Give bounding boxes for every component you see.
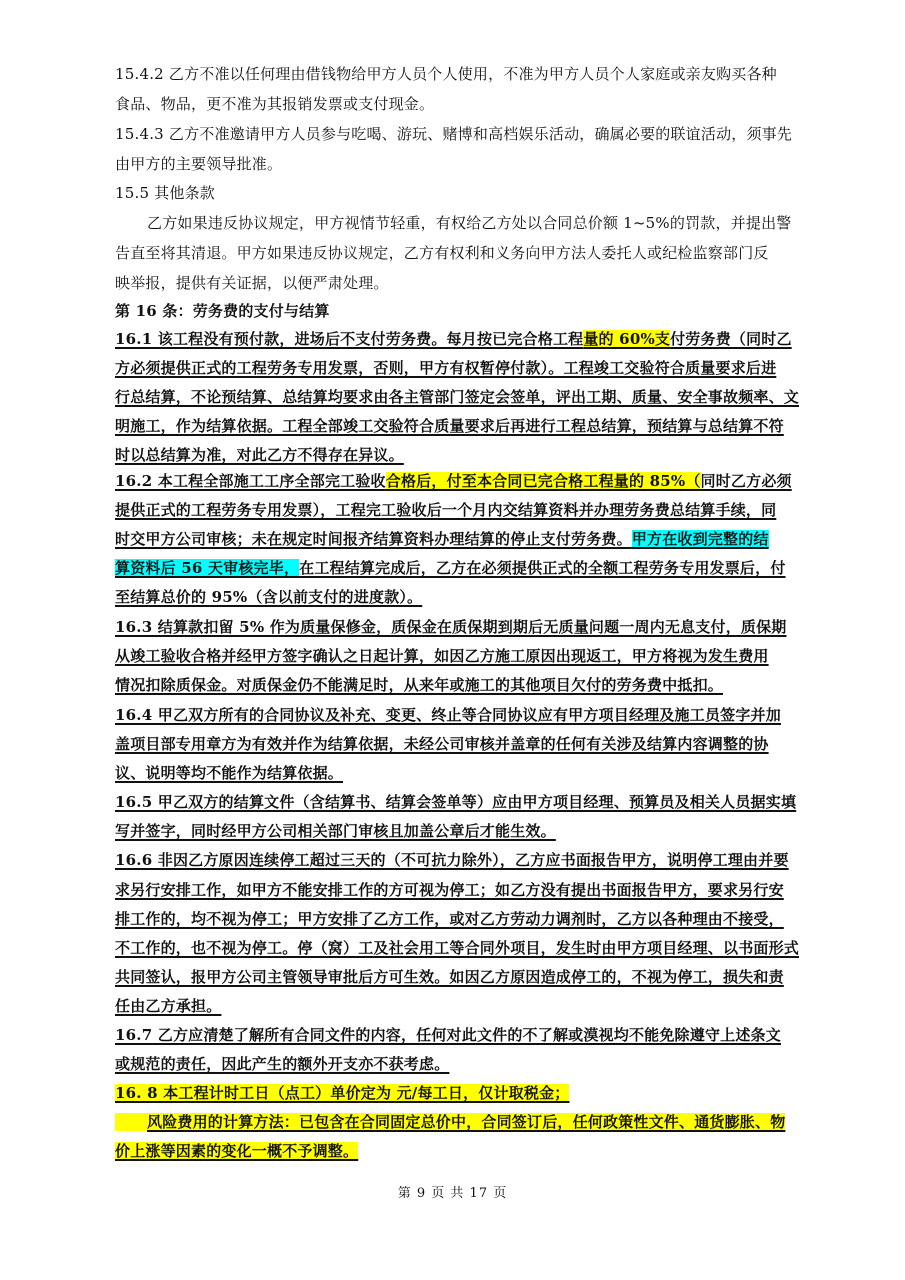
text-run: 同时乙方必须	[700, 472, 792, 490]
clause-15-4-3-line-1: 15.4.3 乙方不准邀请甲方人员参与吃喝、游玩、赌博和高档娱乐活动，确属必要的联谊活动，须事先	[115, 125, 793, 143]
clause-16-7-line-1: 16.7 乙方应清楚了解所有合同文件的内容，任何对此文件的不了解或漠视均不能免除遵守上述条文	[115, 1026, 781, 1044]
clause-16-5-line-2: 写并签字，同时经甲方公司相关部门审核且加盖公章后才能生效。	[115, 822, 556, 840]
highlight-yellow: 量的 60%支	[583, 330, 671, 348]
clause-16-2-line-1	[115, 466, 805, 496]
clause-16-8-line-3	[115, 1136, 805, 1166]
clause-16-6-line-5: 共同签认，报甲方公司主管领导审批后方可生效。如因乙方原因造成停工的，不视为停工，损失和责	[115, 968, 784, 986]
highlight-yellow: 16. 8 本工程计时工日（点工）单价定为 元/每工日，仅计取税金；	[115, 1084, 570, 1102]
text-run: 在工程结算完成后，乙方在必须提供正式的全额工程劳务专用发票后，付	[299, 559, 786, 577]
clause-16-4-line-3: 议、说明等均不能作为结算依据。	[115, 764, 344, 782]
clause-16-2-line-2: 提供正式的工程劳务专用发票），工程完工验收后一个月内交结算资料并办理劳务费总结算手续，同	[115, 501, 777, 519]
clause-16-4-line-1: 16.4 甲乙双方所有的合同协议及补充、变更、终止等合同协议应有甲方项目经理及施工员签字并加	[115, 706, 781, 724]
clause-16-2-line-3	[115, 524, 805, 554]
clause-16-5-line-1: 16.5 甲乙双方的结算文件（含结算书、结算会签单等）应由甲方项目经理、预算员及相关人员据实填	[115, 793, 797, 811]
clause-15-5-line-2: 告直至将其清退。甲方如果违反协议规定，乙方有权利和义务向甲方法人委托人或纪检监察部门反	[115, 244, 769, 262]
clause-16-1-line-3: 行总结算，不论预结算、总结算均要求由各主管部门签定会签单，评出工期、质量、安全事故频率、文	[115, 388, 800, 406]
clause-16-1-line-2: 方必须提供正式的工程劳务专用发票，否则，甲方有权暂停付款）。工程竣工交验符合质量要求后进	[115, 359, 777, 377]
clause-16-6-line-6: 任由乙方承担。	[115, 997, 222, 1015]
clause-16-3-line-1: 16.3 结算款扣留 5% 作为质量保修金，质保金在质保期到期后无质量问题一周内无息支付，质保期	[115, 618, 787, 636]
clause-16-4-line-2: 盖项目部专用章方为有效并作为结算依据，未经公司审核并盖章的任何有关涉及结算内容调整的协	[115, 735, 769, 753]
clause-16-6-line-3: 排工作的，均不视为停工；甲方安排了乙方工作，或对乙方劳动力调剂时，乙方以各种理由不接受，	[115, 910, 784, 928]
text-run: 16.1 该工程没有预付款，进场后不支付劳务费。每月按已完合格工程	[115, 330, 584, 348]
highlight-cyan: 甲方在收到完整的结	[631, 530, 769, 548]
text-run: 付劳务费（同时乙	[670, 330, 792, 348]
clause-16-1-line-5: 时以总结算为准，对此乙方不得存在异议。	[115, 446, 404, 464]
clause-15-4-2-line-1: 15.4.2 乙方不准以任何理由借钱物给甲方人员个人使用，不准为甲方人员个人家庭或亲友购买各种	[115, 65, 777, 83]
article-16-heading: 第 16 条：劳务费的支付与结算	[115, 302, 330, 320]
clause-16-6-line-4: 不工作的，也不视为停工。停（窝）工及社会用工等合同外项目，发生时由甲方项目经理、以书面形式	[115, 939, 800, 957]
clause-16-6-line-1: 16.6 非因乙方原因连续停工超过三天的（不可抗力除外），乙方应书面报告甲方，说明停工理由并要	[115, 851, 789, 869]
clause-15-5-line-3: 映举报，提供有关证据，以便严肃处理。	[115, 274, 389, 292]
clause-16-3-line-3: 情况扣除质保金。对质保金仍不能满足时，从来年或施工的其他项目欠付的劳务费中抵扣。	[115, 676, 724, 694]
clause-16-8-line-1	[115, 1078, 805, 1108]
clause-15-4-2-line-2: 食品、物品，更不准为其报销发票或支付现金。	[115, 95, 435, 113]
highlight-yellow: 价上涨等因素的变化一概不予调整。	[115, 1142, 359, 1160]
clause-16-7-line-2: 或规范的责任，因此产生的额外开支亦不获考虑。	[115, 1055, 450, 1073]
text-run: 时交甲方公司审核；未在规定时间报齐结算资料办理结算的停止支付劳务费。	[115, 530, 632, 548]
clause-16-2-line-5: 至结算总价的 95%（含以前支付的进度款）。	[115, 588, 423, 606]
clause-16-2-line-4	[115, 553, 805, 583]
page-footer: 第 9 页 共 17 页	[397, 1186, 508, 1201]
highlight-yellow: 合格后，付至本合同已完合格工程量的 85%（	[385, 472, 701, 490]
clause-15-5-heading: 15.5 其他条款	[115, 184, 215, 202]
clause-16-1-line-1	[115, 324, 805, 354]
clause-16-8-line-2	[115, 1107, 805, 1137]
clause-15-5-line-1: 乙方如果违反协议规定，甲方视情节轻重，有权给乙方处以合同总价额 1~5%的罚款，并提出警	[147, 214, 792, 232]
clause-15-4-3-line-2: 由甲方的主要领导批准。	[115, 155, 283, 173]
clause-16-3-line-2: 从竣工验收合格并经甲方签字确认之日起计算，如因乙方施工原因出现返工，甲方将视为发生费用	[115, 647, 769, 665]
highlight-cyan: 算资料后 56 天审核完毕，	[115, 559, 300, 577]
text-run: 16.2 本工程全部施工工序全部完工验收	[115, 472, 386, 490]
clause-16-1-line-4: 明施工，作为结算依据。工程全部竣工交验符合质量要求后再进行工程总结算，预结算与总结算不符	[115, 417, 784, 435]
highlight-yellow: 风险费用的计算方法：已包含在合同固定总价中，合同签订后，任何政策性文件、通货膨胀、物	[115, 1113, 785, 1131]
clause-16-6-line-2: 求另行安排工作，如甲方不能安排工作的方可视为停工；如乙方没有提出书面报告甲方，要求另行安	[115, 881, 784, 899]
